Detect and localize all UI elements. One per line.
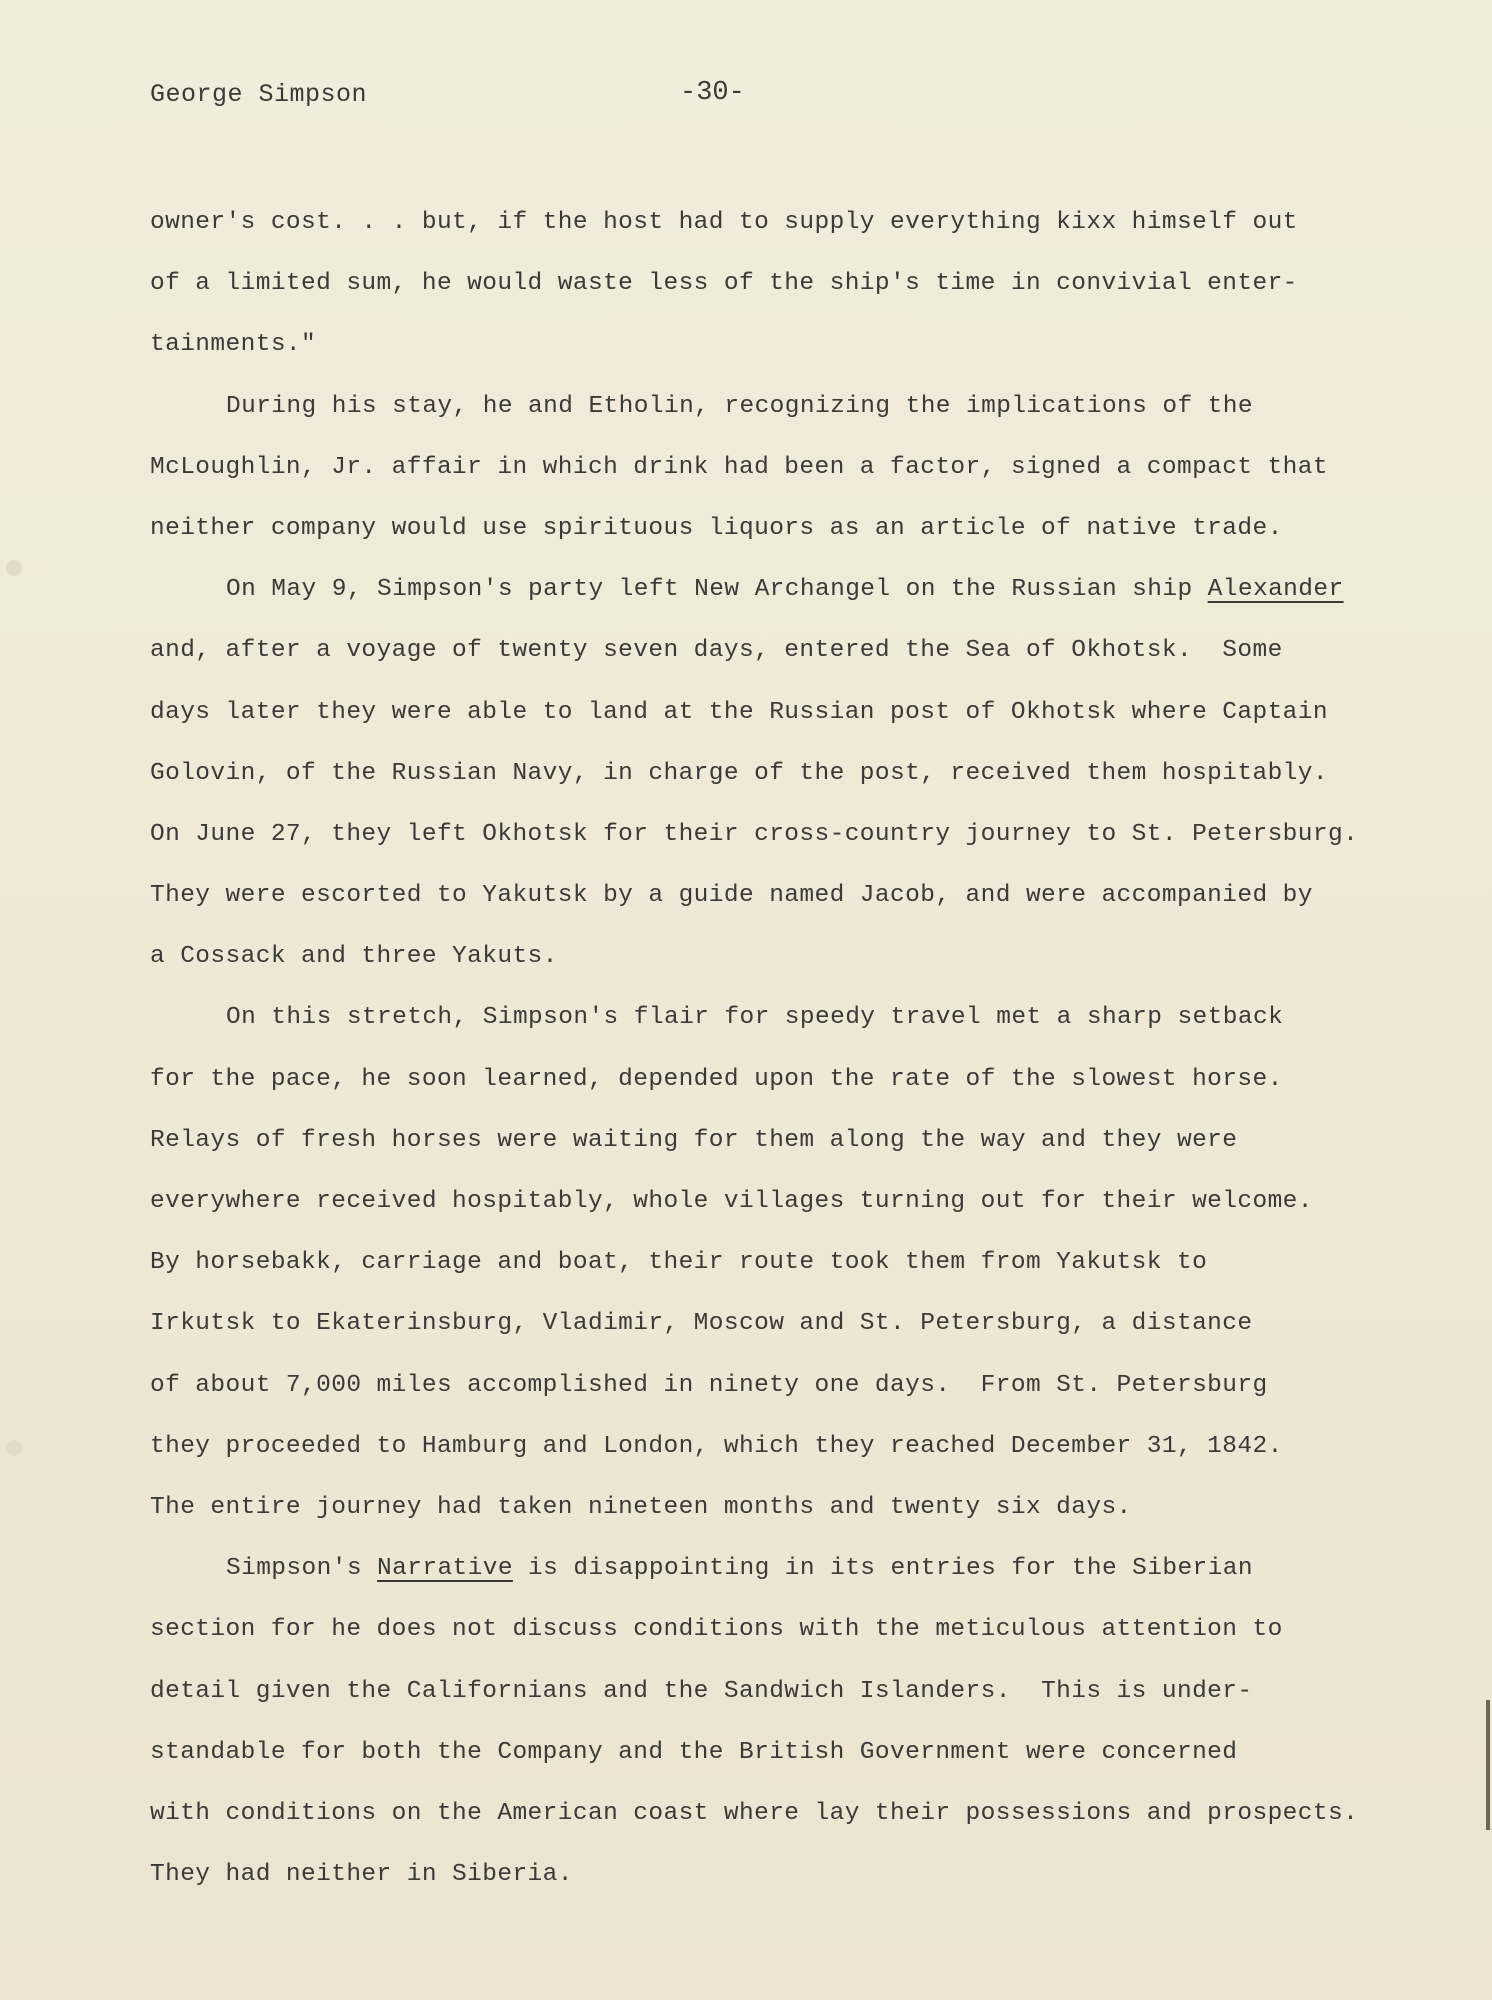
running-header-author: George Simpson [150, 80, 368, 109]
body-text [150, 192, 1400, 1905]
text-line: By horsebakk, carriage and boat, their route took them from Yakutsk to [150, 1249, 1208, 1277]
ship-name-underlined: Alexander [1207, 576, 1344, 604]
text-line: tainments." [150, 331, 317, 359]
text-line: and, after a voyage of twenty seven days, entered the Sea of Okhotsk. Some [150, 637, 1283, 665]
text-line: with conditions on the American coast where lay their possessions and prospects. [150, 1799, 1359, 1827]
text-line: Irkutsk to Ekaterinsburg, Vladimir, Moscow and St. Petersburg, a distance [150, 1310, 1253, 1338]
text-line: for the pace, he soon learned, depended upon the rate of the slowest horse. [150, 1065, 1283, 1093]
text-line: days later they were able to land at the Russian post of Okhotsk where Captain [150, 698, 1328, 726]
text-line: section for he does not discuss conditions with the meticulous attention to [150, 1616, 1283, 1644]
page-edge-mark [1486, 1700, 1490, 1830]
text-line: neither company would use spirituous liquors as an article of native trade. [150, 514, 1283, 542]
text-segment: is disappointing in its entries for the Siberian [512, 1555, 1253, 1583]
text-line: everywhere received hospitably, whole villages turning out for their welcome. [150, 1188, 1313, 1215]
paragraph-first-line [150, 1538, 1400, 1599]
text-line: Golovin, of the Russian Navy, in charge of the post, received them hospitably. [150, 759, 1328, 787]
text-line: They had neither in Siberia. [150, 1861, 573, 1889]
paragraph-first-line: On this stretch, Simpson's flair for speedy travel met a sharp setback [226, 1004, 1284, 1032]
text-line: a Cossack and three Yakuts. [150, 943, 558, 971]
text-line: Relays of fresh horses were waiting for them along the way and they were [150, 1126, 1238, 1154]
paragraph-first-line [150, 559, 1400, 620]
paragraph-first-line: During his stay, he and Etholin, recognizing the implications of the [226, 392, 1253, 420]
text-line: On June 27, they left Okhotsk for their cross-country journey to St. Petersburg. [150, 820, 1359, 848]
text-line: of about 7,000 miles accomplished in ninety one days. From St. Petersburg [150, 1371, 1268, 1399]
text-line: The entire journey had taken nineteen months and twenty six days. [150, 1493, 1132, 1521]
text-line: of a limited sum, he would waste less of the ship's time in convivial enter- [150, 270, 1298, 298]
text-line: They were escorted to Yakutsk by a guide named Jacob, and were accompanied by [150, 882, 1313, 910]
text-segment: On May 9, Simpson's party left New Archangel on the Russian ship [226, 576, 1208, 604]
punch-hole-mark [6, 560, 22, 576]
punch-hole-mark [6, 1440, 22, 1456]
book-title-underlined: Narrative [377, 1555, 513, 1583]
text-line: McLoughlin, Jr. affair in which drink had been a factor, signed a compact that [150, 453, 1328, 481]
text-segment: Simpson's [226, 1555, 378, 1583]
text-line: standable for both the Company and the British Government were concerned [150, 1738, 1238, 1766]
text-line: they proceeded to Hamburg and London, which they reached December 31, 1842. [150, 1432, 1283, 1460]
text-line: detail given the Californians and the Sandwich Islanders. This is under- [150, 1677, 1253, 1705]
page-number: -30- [680, 78, 745, 108]
text-line: owner's cost. . . but, if the host had to supply everything kixx himself out [150, 209, 1298, 236]
